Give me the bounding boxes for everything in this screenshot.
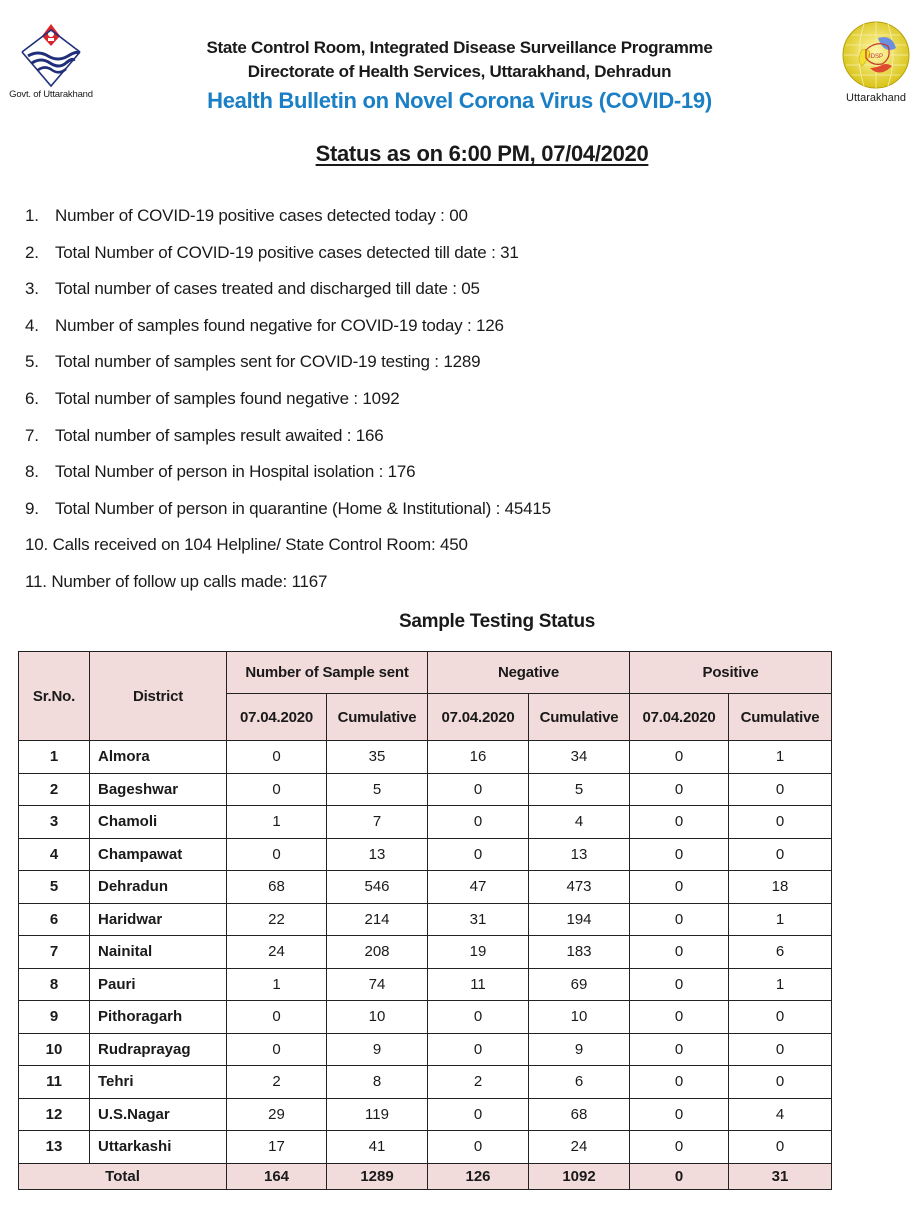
cell-sr-no: 8 <box>19 968 90 1001</box>
fact-text: Total number of samples sent for COVID-19 testing : 1289 <box>55 352 481 372</box>
cell-negative-today: 2 <box>428 1066 529 1099</box>
cell-positive-cumulative: 1 <box>729 903 832 936</box>
cell-sr-no: 5 <box>19 871 90 904</box>
fact-text: Number of samples found negative for COVID-19 today : 126 <box>55 315 504 335</box>
col-header-positive-cumulative: Cumulative <box>729 694 832 741</box>
cell-district: Almora <box>90 741 227 774</box>
fact-text: Total Number of COVID-19 positive cases detected till date : 31 <box>55 242 519 262</box>
fact-text: Total number of samples found negative : 1092 <box>55 388 400 408</box>
svg-text:IDSP: IDSP <box>868 54 884 60</box>
cell-negative-cumulative: 13 <box>529 838 630 871</box>
total-label: Total <box>19 1163 227 1189</box>
cell-negative-cumulative: 68 <box>529 1098 630 1131</box>
cell-positive-today: 0 <box>630 903 729 936</box>
cell-district: U.S.Nagar <box>90 1098 227 1131</box>
fact-text: Number of follow up calls made: 1167 <box>51 571 328 591</box>
fact-text: Total Number of person in quarantine (Home & Institutional) : 45415 <box>55 498 551 518</box>
cell-sent-cumulative: 9 <box>327 1033 428 1066</box>
cell-sent-today: 0 <box>227 1033 327 1066</box>
status-heading: Status as on 6:00 PM, 07/04/2020 <box>315 141 649 166</box>
cell-negative-cumulative: 24 <box>529 1131 630 1164</box>
total-negative-cumulative: 1092 <box>529 1163 630 1189</box>
cell-positive-cumulative: 1 <box>729 741 832 774</box>
fact-item <box>25 499 551 536</box>
fact-number: 9. <box>25 498 39 518</box>
cell-positive-today: 0 <box>630 741 729 774</box>
cell-district: Bageshwar <box>90 773 227 806</box>
fact-number: 4. <box>25 315 39 335</box>
cell-negative-today: 11 <box>428 968 529 1001</box>
cell-positive-cumulative: 0 <box>729 1033 832 1066</box>
cell-positive-cumulative: 6 <box>729 936 832 969</box>
cell-district: Uttarkashi <box>90 1131 227 1164</box>
fact-text: Total Number of person in Hospital isolation : 176 <box>55 462 416 482</box>
cell-district: Nainital <box>90 936 227 969</box>
cell-positive-today: 0 <box>630 1001 729 1034</box>
cell-positive-today: 0 <box>630 1131 729 1164</box>
fact-item <box>25 389 551 426</box>
cell-positive-cumulative: 1 <box>729 968 832 1001</box>
table-total-row <box>19 1163 832 1189</box>
cell-district: Tehri <box>90 1066 227 1099</box>
table-body <box>19 741 832 1164</box>
table-row <box>19 871 832 904</box>
cell-sent-cumulative: 10 <box>327 1001 428 1034</box>
fact-text: Calls received on 104 Helpline/ State Control Room: 450 <box>52 535 468 555</box>
govt-logo-caption: Govt. of Uttarakhand <box>9 89 93 100</box>
table-title: Sample Testing Status <box>398 611 596 632</box>
cell-sr-no: 3 <box>19 806 90 839</box>
cell-positive-today: 0 <box>630 1098 729 1131</box>
fact-number: 2. <box>25 242 39 262</box>
cell-sr-no: 13 <box>19 1131 90 1164</box>
cell-sent-cumulative: 7 <box>327 806 428 839</box>
cell-sr-no: 12 <box>19 1098 90 1131</box>
cell-district: Dehradun <box>90 871 227 904</box>
cell-sent-today: 0 <box>227 1001 327 1034</box>
cell-negative-cumulative: 10 <box>529 1001 630 1034</box>
cell-negative-today: 0 <box>428 838 529 871</box>
cell-negative-cumulative: 183 <box>529 936 630 969</box>
header-line-directorate: Directorate of Health Services, Uttarakhand, Dehradun <box>247 62 672 81</box>
table-row <box>19 903 832 936</box>
cell-positive-cumulative: 18 <box>729 871 832 904</box>
fact-text: Total number of cases treated and discharged till date : 05 <box>55 279 480 299</box>
fact-item <box>25 572 551 609</box>
cell-sr-no: 11 <box>19 1066 90 1099</box>
cell-district: Chamoli <box>90 806 227 839</box>
cell-negative-today: 0 <box>428 773 529 806</box>
fact-text: Number of COVID-19 positive cases detected today : 00 <box>55 206 468 225</box>
bulletin-title: Health Bulletin on Novel Corona Virus (COVID-19) <box>207 88 712 113</box>
fact-number: 3. <box>25 279 39 299</box>
cell-positive-today: 0 <box>630 1033 729 1066</box>
cell-sent-cumulative: 13 <box>327 838 428 871</box>
cell-sent-cumulative: 5 <box>327 773 428 806</box>
fact-number: 1. <box>25 206 39 225</box>
fact-number: 5. <box>25 352 39 372</box>
cell-positive-cumulative: 0 <box>729 806 832 839</box>
cell-positive-cumulative: 0 <box>729 838 832 871</box>
cell-negative-today: 16 <box>428 741 529 774</box>
cell-positive-cumulative: 0 <box>729 1131 832 1164</box>
cell-positive-today: 0 <box>630 1066 729 1099</box>
fact-number: 11. <box>25 571 47 591</box>
total-negative-today: 126 <box>428 1163 529 1189</box>
cell-sent-today: 0 <box>227 773 327 806</box>
table-row <box>19 936 832 969</box>
fact-number: 8. <box>25 462 39 482</box>
cell-sent-cumulative: 208 <box>327 936 428 969</box>
total-sent-cumulative: 1289 <box>327 1163 428 1189</box>
table-row <box>19 968 832 1001</box>
col-group-positive: Positive <box>630 652 832 694</box>
cell-sr-no: 7 <box>19 936 90 969</box>
cell-positive-today: 0 <box>630 806 729 839</box>
cell-sent-cumulative: 74 <box>327 968 428 1001</box>
col-header-negative-today: 07.04.2020 <box>428 694 529 741</box>
cell-sent-cumulative: 35 <box>327 741 428 774</box>
table-row <box>19 806 832 839</box>
cell-sent-today: 68 <box>227 871 327 904</box>
table-row <box>19 773 832 806</box>
fact-item <box>25 352 551 389</box>
cell-sr-no: 6 <box>19 903 90 936</box>
col-group-samples-sent: Number of Sample sent <box>227 652 428 694</box>
cell-district: Haridwar <box>90 903 227 936</box>
cell-sent-today: 22 <box>227 903 327 936</box>
table-header-row <box>19 652 832 694</box>
col-header-sent-today: 07.04.2020 <box>227 694 327 741</box>
cell-sent-today: 24 <box>227 936 327 969</box>
col-header-positive-today: 07.04.2020 <box>630 694 729 741</box>
cell-district: Champawat <box>90 838 227 871</box>
cell-sent-cumulative: 119 <box>327 1098 428 1131</box>
cell-negative-today: 0 <box>428 1033 529 1066</box>
cell-district: Rudraprayag <box>90 1033 227 1066</box>
cell-negative-cumulative: 473 <box>529 871 630 904</box>
cell-sent-today: 2 <box>227 1066 327 1099</box>
cell-sent-today: 29 <box>227 1098 327 1131</box>
cell-sent-today: 1 <box>227 968 327 1001</box>
summary-facts-list <box>25 206 551 609</box>
fact-number: 6. <box>25 388 39 408</box>
idsp-logo-caption: Uttarakhand <box>846 92 906 104</box>
sample-testing-table <box>18 651 832 1190</box>
cell-positive-today: 0 <box>630 773 729 806</box>
fact-number: 10. <box>25 535 49 555</box>
cell-negative-cumulative: 6 <box>529 1066 630 1099</box>
cell-positive-cumulative: 0 <box>729 1066 832 1099</box>
cell-negative-cumulative: 9 <box>529 1033 630 1066</box>
cell-sr-no: 1 <box>19 741 90 774</box>
col-header-district: District <box>90 652 227 741</box>
table-row <box>19 1066 832 1099</box>
cell-positive-today: 0 <box>630 968 729 1001</box>
cell-sent-today: 17 <box>227 1131 327 1164</box>
table-row <box>19 1131 832 1164</box>
fact-number: 7. <box>25 425 39 445</box>
cell-positive-cumulative: 0 <box>729 1001 832 1034</box>
cell-district: Pauri <box>90 968 227 1001</box>
cell-negative-cumulative: 5 <box>529 773 630 806</box>
table-row <box>19 741 832 774</box>
cell-sent-cumulative: 214 <box>327 903 428 936</box>
cell-sr-no: 2 <box>19 773 90 806</box>
cell-sent-today: 0 <box>227 838 327 871</box>
fact-item <box>25 243 551 280</box>
cell-positive-cumulative: 0 <box>729 773 832 806</box>
fact-item <box>25 279 551 316</box>
header-line-control-room: State Control Room, Integrated Disease Surveillance Programme <box>206 38 713 57</box>
fact-text: Total number of samples result awaited : 166 <box>55 425 384 445</box>
col-header-negative-cumulative: Cumulative <box>529 694 630 741</box>
cell-negative-today: 0 <box>428 1131 529 1164</box>
cell-positive-today: 0 <box>630 838 729 871</box>
cell-negative-cumulative: 34 <box>529 741 630 774</box>
cell-sent-cumulative: 41 <box>327 1131 428 1164</box>
total-sent-today: 164 <box>227 1163 327 1189</box>
table-row <box>19 1098 832 1131</box>
cell-sent-cumulative: 546 <box>327 871 428 904</box>
cell-negative-today: 47 <box>428 871 529 904</box>
cell-negative-today: 19 <box>428 936 529 969</box>
cell-negative-cumulative: 4 <box>529 806 630 839</box>
cell-sent-cumulative: 8 <box>327 1066 428 1099</box>
cell-positive-today: 0 <box>630 871 729 904</box>
cell-positive-today: 0 <box>630 936 729 969</box>
col-group-negative: Negative <box>428 652 630 694</box>
cell-negative-today: 0 <box>428 806 529 839</box>
cell-sent-today: 0 <box>227 741 327 774</box>
col-header-sr: Sr.No. <box>19 652 90 741</box>
total-positive-today: 0 <box>630 1163 729 1189</box>
cell-district: Pithoragarh <box>90 1001 227 1034</box>
cell-negative-cumulative: 194 <box>529 903 630 936</box>
table-row <box>19 838 832 871</box>
cell-negative-today: 0 <box>428 1001 529 1034</box>
cell-sr-no: 4 <box>19 838 90 871</box>
fact-item <box>25 462 551 499</box>
fact-item <box>25 535 551 572</box>
fact-item <box>25 206 551 243</box>
col-header-sent-cumulative: Cumulative <box>327 694 428 741</box>
table-row <box>19 1033 832 1066</box>
cell-sr-no: 10 <box>19 1033 90 1066</box>
cell-negative-today: 0 <box>428 1098 529 1131</box>
cell-sr-no: 9 <box>19 1001 90 1034</box>
table-row <box>19 1001 832 1034</box>
cell-sent-today: 1 <box>227 806 327 839</box>
cell-negative-today: 31 <box>428 903 529 936</box>
cell-negative-cumulative: 69 <box>529 968 630 1001</box>
cell-positive-cumulative: 4 <box>729 1098 832 1131</box>
fact-item <box>25 316 551 353</box>
fact-item <box>25 426 551 463</box>
total-positive-cumulative: 31 <box>729 1163 832 1189</box>
